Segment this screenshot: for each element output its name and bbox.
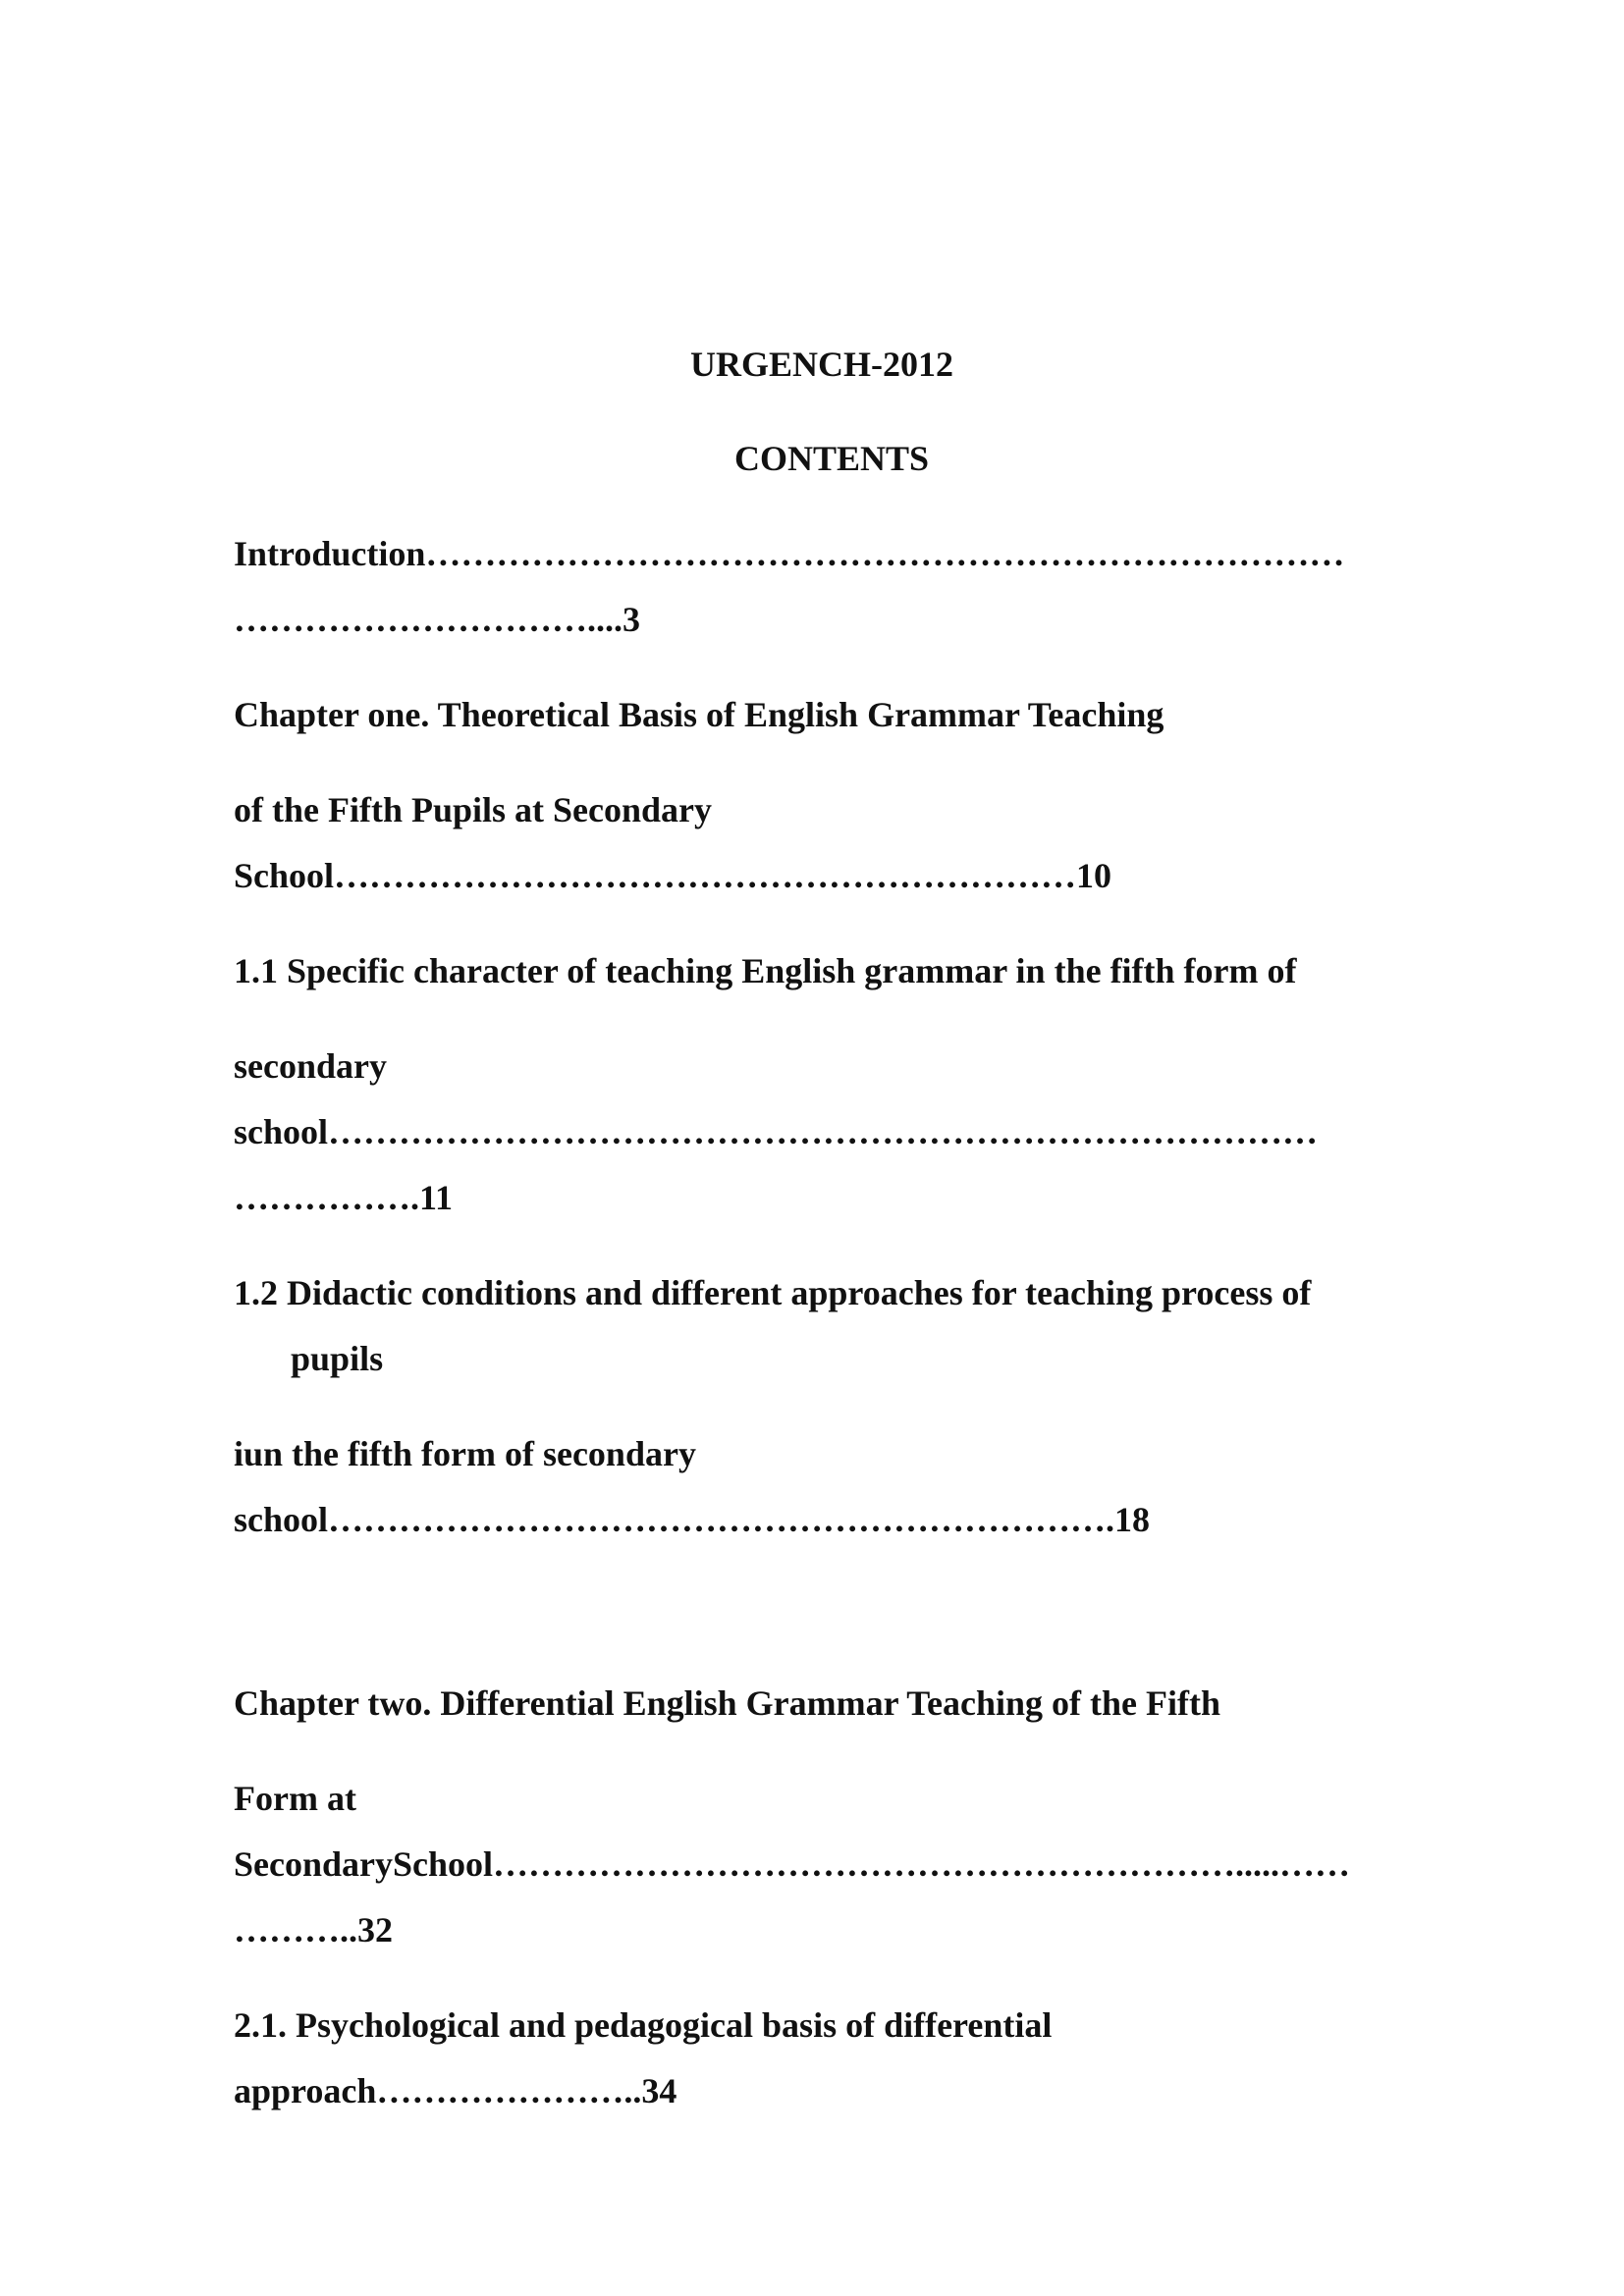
toc-entry-introduction: Introduction…………………………………………………………………… — [234, 534, 1345, 573]
toc-entry-1-2-cont2: iun the fifth form of secondary — [234, 1434, 696, 1473]
place-year-heading: URGENCH-2012 — [690, 345, 953, 384]
toc-entry-chapter-two-page: ………..32 — [234, 1910, 393, 1949]
toc-entry-chapter-one: Chapter one. Theoretical Basis of English Grammar Teaching — [234, 695, 1164, 734]
toc-entry-1-1-dots: school………………………………………………………………………… — [234, 1112, 1319, 1151]
toc-entry-1-1-cont: secondary — [234, 1046, 387, 1086]
toc-entry-1-2-cont: pupils — [291, 1339, 384, 1378]
toc-entry-1-1: 1.1 Specific character of teaching English grammar in the fifth form of — [234, 951, 1297, 990]
toc-entry-introduction-page: …………………………....3 — [234, 600, 640, 639]
toc-entry-1-2-page: school………………………………………………………….18 — [234, 1500, 1151, 1539]
toc-entry-chapter-two: Chapter two. Differential English Grammar Teaching of the Fifth — [234, 1683, 1220, 1723]
toc-entry-2-1: 2.1. Psychological and pedagogical basis of differential — [234, 2005, 1053, 2045]
toc-entry-chapter-two-dots: SecondarySchool……………………………………………………….....…… — [234, 1844, 1351, 1884]
toc-entry-1-1-page: …………….11 — [234, 1178, 454, 1217]
toc-entry-2-1-page: approach…………………..34 — [234, 2071, 677, 2110]
toc-entry-chapter-two-cont: Form at — [234, 1779, 356, 1818]
toc-entry-chapter-one-cont: of the Fifth Pupils at Secondary — [234, 790, 713, 829]
toc-entry-chapter-one-page: School………………………………………………………10 — [234, 856, 1112, 895]
toc-entry-1-2: 1.2 Didactic conditions and different approaches for teaching process of — [234, 1273, 1312, 1312]
contents-title: CONTENTS — [733, 439, 930, 478]
